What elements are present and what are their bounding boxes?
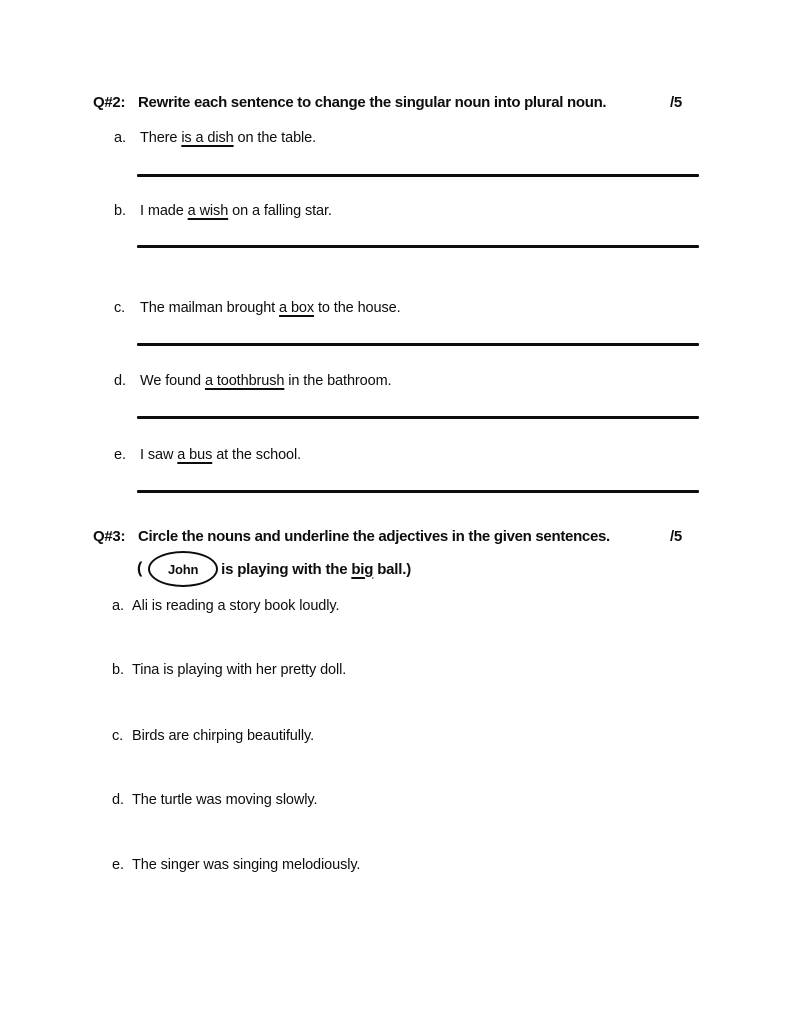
item-sentence: Birds are chirping beautifully. xyxy=(132,728,315,744)
underlined-noun: a wish xyxy=(187,203,229,219)
q3-example-sentence xyxy=(137,549,411,589)
underlined-adjective: big xyxy=(351,560,374,578)
sentence-pre: We found xyxy=(140,373,205,389)
q3-item-d xyxy=(0,792,791,814)
question-3-header xyxy=(0,528,791,550)
item-sentence xyxy=(140,373,391,389)
circled-noun-text: John xyxy=(168,561,199,577)
sentence-post: to the house. xyxy=(314,300,401,316)
answer-line-5 xyxy=(137,490,699,493)
answer-line-1 xyxy=(137,174,699,177)
item-letter: a. xyxy=(114,130,126,146)
answer-line-3 xyxy=(137,343,699,346)
open-paren: ( xyxy=(137,560,143,577)
example-sentence-text xyxy=(221,561,411,578)
underlined-noun: a toothbrush xyxy=(204,373,285,389)
sentence-pre: I saw xyxy=(140,447,178,463)
question-3-marks: /5 xyxy=(670,528,682,545)
q3-item-a xyxy=(0,598,791,620)
question-3-number: Q#3: xyxy=(93,528,126,545)
circled-noun xyxy=(148,551,218,587)
question-2-number: Q#2: xyxy=(93,94,126,111)
underlined-noun: a box xyxy=(279,300,315,316)
underlined-noun: a bus xyxy=(177,447,213,463)
sentence-post: on a falling star. xyxy=(228,203,332,219)
question-2-marks: /5 xyxy=(670,94,682,111)
sentence-post: at the school. xyxy=(212,447,302,463)
sentence-pre: is playing with the xyxy=(221,560,352,578)
item-letter: c. xyxy=(112,728,124,744)
question-2-prompt: Rewrite each sentence to change the singular noun into plural noun. xyxy=(138,94,607,111)
underlined-noun: is a dish xyxy=(181,130,234,146)
answer-line-4 xyxy=(137,416,699,419)
item-letter: d. xyxy=(112,792,124,808)
sentence-post: ball.) xyxy=(373,560,412,578)
item-sentence: Tina is playing with her pretty doll. xyxy=(132,662,347,678)
sentence-pre: There xyxy=(140,130,182,146)
answer-line-2 xyxy=(137,245,699,248)
item-sentence xyxy=(140,447,301,463)
question-3-prompt: Circle the nouns and underline the adjectives in the given sentences. xyxy=(138,528,610,545)
sentence-pre: I made xyxy=(140,203,188,219)
q2-item-c xyxy=(0,300,791,322)
item-letter: a. xyxy=(112,598,124,614)
item-letter: e. xyxy=(114,447,126,463)
item-letter: e. xyxy=(112,857,124,873)
item-letter: b. xyxy=(114,203,126,219)
item-letter: b. xyxy=(112,662,124,678)
item-sentence xyxy=(140,300,401,316)
item-sentence xyxy=(140,130,316,146)
item-sentence: The turtle was moving slowly. xyxy=(132,792,318,808)
item-letter: d. xyxy=(114,373,126,389)
q2-item-e xyxy=(0,447,791,469)
item-letter: c. xyxy=(114,300,126,316)
q2-item-d xyxy=(0,373,791,395)
q2-item-a xyxy=(0,130,791,152)
question-2-header xyxy=(0,94,791,116)
item-sentence: The singer was singing melodiously. xyxy=(132,857,361,873)
sentence-post: in the bathroom. xyxy=(284,373,392,389)
q3-item-c xyxy=(0,728,791,750)
sentence-post: on the table. xyxy=(233,130,317,146)
q3-item-e xyxy=(0,857,791,879)
sentence-pre: The mailman brought xyxy=(140,300,280,316)
item-sentence xyxy=(140,203,332,219)
q2-item-b xyxy=(0,203,791,225)
q3-item-b xyxy=(0,662,791,684)
item-sentence: Ali is reading a story book loudly. xyxy=(132,598,340,614)
